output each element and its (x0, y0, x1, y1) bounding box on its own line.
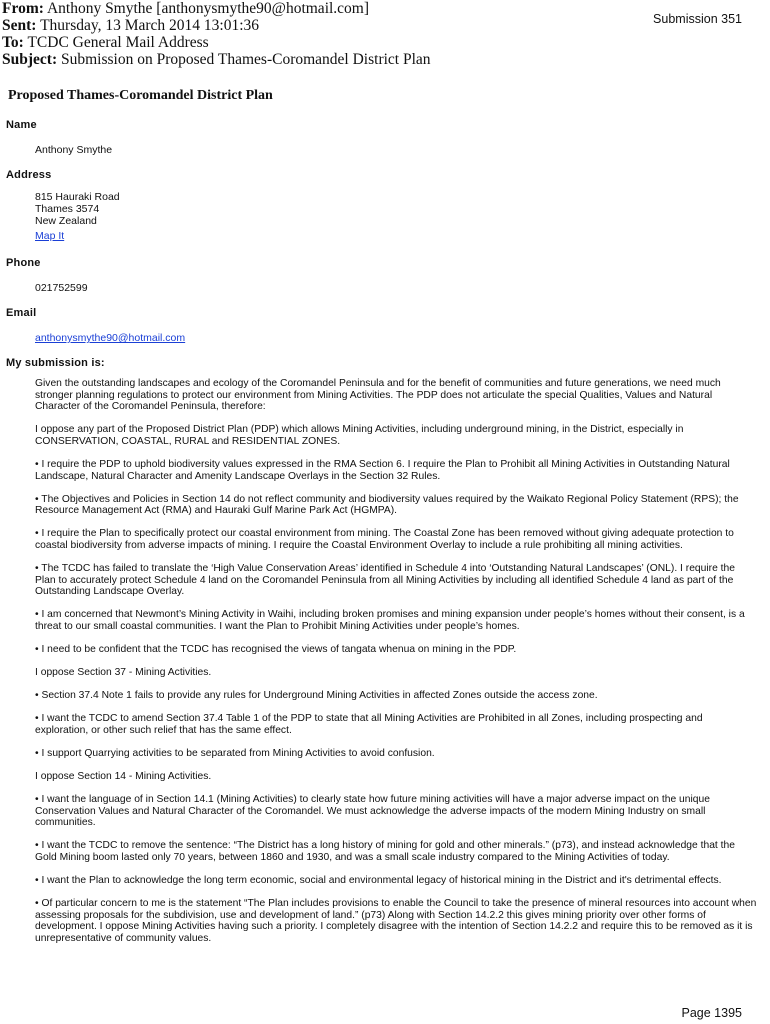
submission-paragraph: Given the outstanding landscapes and ecology of the Coromandel Peninsula and for the benefit of communities and future generations, we need much stronger planning regulations to protect our environment from Mining Activities. The PDP does not articulate the special Qualities, Values and Natural Character of the Coromandel Peninsula, therefore: (35, 378, 721, 413)
phone-label: Phone (6, 257, 41, 269)
to-line (2, 34, 431, 51)
address-line-3: New Zealand (35, 215, 97, 227)
address-line-2: Thames 3574 (35, 203, 100, 215)
from-value: Anthony Smythe [anthonysmythe90@hotmail.com] (46, 0, 370, 17)
submission-paragraph: • I want the Plan to acknowledge the long term economic, social and environmental legacy of historical mining in the District and it's detrimental effects. (35, 875, 722, 887)
sent-line (2, 17, 431, 34)
map-it-link[interactable]: Map It (35, 230, 65, 242)
to-value: TCDC General Mail Address (27, 34, 209, 51)
page-title: Proposed Thames-Coromandel District Plan (8, 88, 273, 103)
email-header (2, 0, 431, 68)
page-number: Page 1395 (681, 1006, 742, 1020)
submission-paragraph: • I require the PDP to uphold biodiversity values expressed in the RMA Section 6. I require the Plan to Prohibit all Mining Activities in Outstanding Natural Landscape, Natural Character and Amenity Landscape Overlays in the Section 32 Rules. (35, 458, 730, 482)
email-label: Email (6, 307, 37, 319)
submission-paragraph: I oppose Section 14 - Mining Activities. (35, 771, 212, 783)
submission-paragraph: I oppose any part of the Proposed District Plan (PDP) which allows Mining Activities, including underground mining, in the District, especially in CONSERVATION, COASTAL, RURAL and RESIDENTIAL ZONES. (35, 424, 684, 447)
submission-paragraph: • Section 37.4 Note 1 fails to provide any rules for Underground Mining Activities in affected Zones outside the access zone. (35, 690, 598, 702)
submission-paragraph: • Of particular concern to me is the statement “The Plan includes provisions to enable the Council to take the presence of mineral resources into account when assessing proposals for the subdivision, use and development of land.” (p73) Along with Section 14.2.2 this gives mining priority over other forms of development. I oppose Mining Activities having such a priority. I completely disagree with the intention of Section 14.2.2 and require this to be removed as it is unrepresentative of community values. (35, 898, 757, 944)
submission-paragraph: I oppose Section 37 - Mining Activities. (35, 667, 212, 679)
email-link[interactable]: anthonysmythe90@hotmail.com (35, 332, 186, 344)
sent-label: Sent: (2, 17, 37, 34)
submission-paragraph: • I want the TCDC to amend Section 37.4 Table 1 of the PDP to state that all Mining Activities are Prohibited in all Zones, including prospecting and exploration, or other such relief that has the same effect. (35, 713, 703, 736)
from-line (2, 0, 431, 17)
to-label: To: (2, 34, 24, 51)
address-label: Address (6, 169, 52, 181)
submission-body (35, 378, 757, 956)
name-value: Anthony Smythe (35, 144, 113, 156)
address-block (35, 191, 120, 242)
address-line-1: 815 Hauraki Road (35, 191, 120, 203)
name-label: Name (6, 119, 37, 131)
subject-line (2, 51, 431, 68)
phone-value: 021752599 (35, 282, 88, 294)
submission-label: My submission is: (6, 357, 105, 369)
submission-paragraph: • The TCDC has failed to translate the ‘High Value Conservation Areas’ identified in Schedule 4 into ‘Outstanding Natural Landscapes’ (ONL). I require the Plan to accurately protect Schedule 4 land on the Coromandel Peninsula from all Mining Activities by including all identified Schedule 4 land as part of the Outstanding Landscape Overlay. (35, 563, 735, 598)
sent-value: Thursday, 13 March 2014 13:01:36 (40, 17, 260, 34)
submission-paragraph: • I support Quarrying activities to be separated from Mining Activities to avoid confusion. (35, 747, 435, 759)
submission-paragraph: • The Objectives and Policies in Section 14 do not reflect community and biodiversity values required by the Waikato Regional Policy Statement (RPS); the Resource Management Act (RMA) and Hauraki Gulf Marine Park Act (HGMPA). (35, 493, 739, 517)
submission-paragraph: • I want the language of in Section 14.1 (Mining Activities) to clearly state how future mining activities will have a major adverse impact on the unique Conservation Values and Natural Character of the Coromandel. We must acknowledge the adverse impacts of the modern Mining Industry on small communities. (35, 794, 710, 829)
submission-number: Submission 351 (653, 12, 742, 26)
submission-paragraph: • I require the Plan to specifically protect our coastal environment from mining. The Coastal Zone has been removed without giving adequate protection to coastal biodiversity from adverse impacts of mining. I require the Coastal Environment Overlay to include a rule prohibiting all mining activities. (35, 528, 734, 551)
subject-value: Submission on Proposed Thames-Coromandel District Plan (60, 51, 431, 68)
submission-paragraph: • I need to be confident that the TCDC has recognised the views of tangata whenua on mining in the PDP. (35, 644, 517, 655)
submission-paragraph: • I want the TCDC to remove the sentence: “The District has a long history of mining for gold and other minerals.” (p73), and instead acknowledge that the Gold Mining boom lasted only 70 years, between 1860 and 1930, and was a small scale industry compared to the Mining Activities of today. (35, 840, 735, 864)
from-label: From: (2, 0, 44, 17)
subject-label: Subject: (2, 51, 58, 68)
submission-paragraph: • I am concerned that Newmont’s Mining Activity in Waihi, including broken promises and mining expansion under people’s homes without their consent, is a threat to our small coastal communities. I want the Plan to Prohibit Mining Activities under people’s homes. (35, 609, 745, 632)
